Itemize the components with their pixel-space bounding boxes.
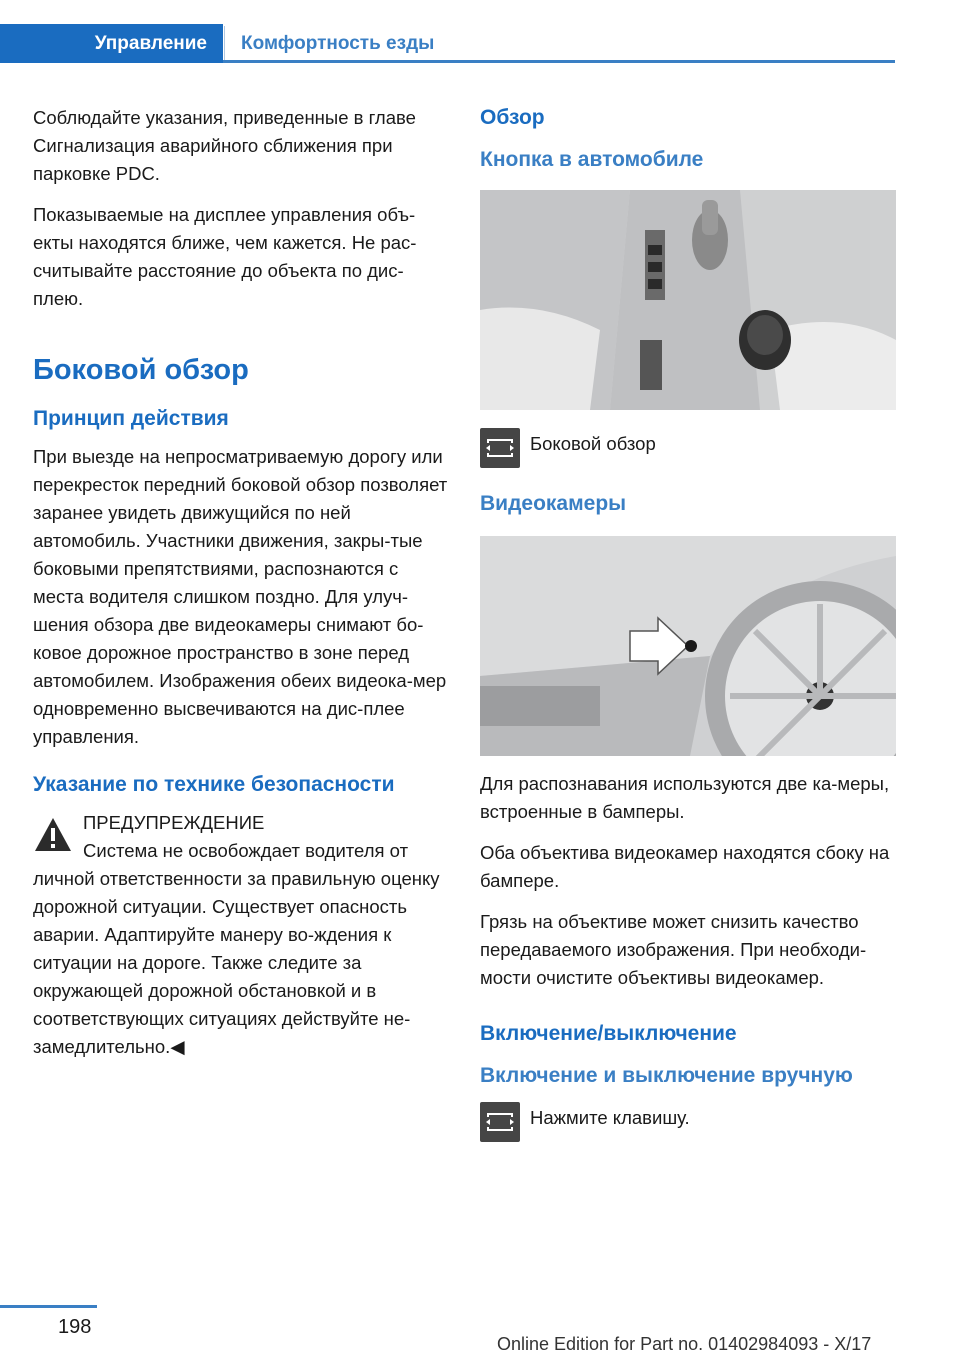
page-number: 198: [58, 1316, 92, 1338]
heading-on-off: Включение/выключение: [480, 1022, 737, 1045]
section-title: Боковой обзор: [33, 354, 249, 386]
tab-divider: [224, 26, 225, 60]
side-view-button-row: [480, 428, 896, 474]
warning-triangle-icon: [33, 815, 73, 855]
bumper-camera-image: [480, 536, 896, 756]
heading-manual: Включение и выключение вручную: [480, 1064, 853, 1087]
footer-rule: [0, 1305, 97, 1308]
press-key-label: Нажмите клавишу.: [530, 1107, 690, 1128]
side-view-button-icon[interactable]: [480, 428, 520, 468]
paragraph-cameras-1: Для распознавания используются две ка‐меры, встроенные в бамперы.: [480, 773, 890, 822]
paragraph-cameras-2: Оба объектива видеокамер находятся сбоку на бампере.: [480, 842, 890, 891]
right-column: [480, 104, 896, 1164]
interior-illustration: [480, 190, 896, 410]
left-column: [33, 104, 451, 1061]
warning-block: [33, 809, 451, 1061]
paragraph-principle: При выезде на непросматриваемую дорогу или перекресток передний боковой обзор позволяет заранее увидеть движущийся по ней автомобиль. Участники движения, закры‐тые боковыми препятствиями, распознаются с места водителя слишком поздно. Для улуч‐шения обзора две видеокамеры снимают бо‐ковое дорожное пространство в зоне перед автомобилем. Изображения обеих видеока‐мер одновременно высвечиваются на дис‐плее управления.: [33, 446, 448, 747]
tab-section[interactable]: Управление: [0, 24, 223, 63]
press-button-row: [480, 1102, 896, 1148]
tab-subsection[interactable]: Комфортность езды: [241, 32, 435, 54]
page-header: [0, 24, 895, 64]
side-view-key-icon[interactable]: [480, 1102, 520, 1142]
side-view-button-label: Боковой обзор: [530, 433, 656, 454]
heading-overview: Обзор: [480, 106, 545, 129]
heading-button-in-car: Кнопка в автомобиле: [480, 148, 704, 171]
camera-illustration: [480, 536, 896, 756]
heading-cameras: Видеокамеры: [480, 492, 627, 515]
edition-note: Online Edition for Part no. 01402984093 - X/17: [497, 1334, 872, 1354]
warning-title: ПРЕДУПРЕЖДЕНИЕ: [83, 812, 265, 833]
center-console-image: [480, 190, 896, 410]
paragraph-pdc-note: Соблюдайте указания, приведенные в главе Сигнализация аварийного сближения при парковке PDC.: [33, 107, 416, 184]
warning-text: Система не освобождает водителя от личной ответственности за правильную оценку дорожной ситуации. Существует опасность аварии. Адаптируйте манеру во‐ждения к ситуации на дороге. Также следите за окружающей дорожной обстановкой и в соответствующих ситуациях действуйте не‐замедлительно.◀: [33, 840, 440, 1057]
heading-safety: Указание по технике безопасности: [33, 773, 395, 796]
paragraph-display-note: Показываемые на дисплее управления объ‐екты находятся ближе, чем кажется. Не рас‐считывайте расстояние до объекта по дис‐плею.: [33, 204, 417, 309]
heading-principle: Принцип действия: [33, 407, 229, 430]
paragraph-cameras-3: Грязь на объективе может снизить качество передаваемого изображения. При необходи‐мости очистите объективы видеокамер.: [480, 911, 867, 988]
